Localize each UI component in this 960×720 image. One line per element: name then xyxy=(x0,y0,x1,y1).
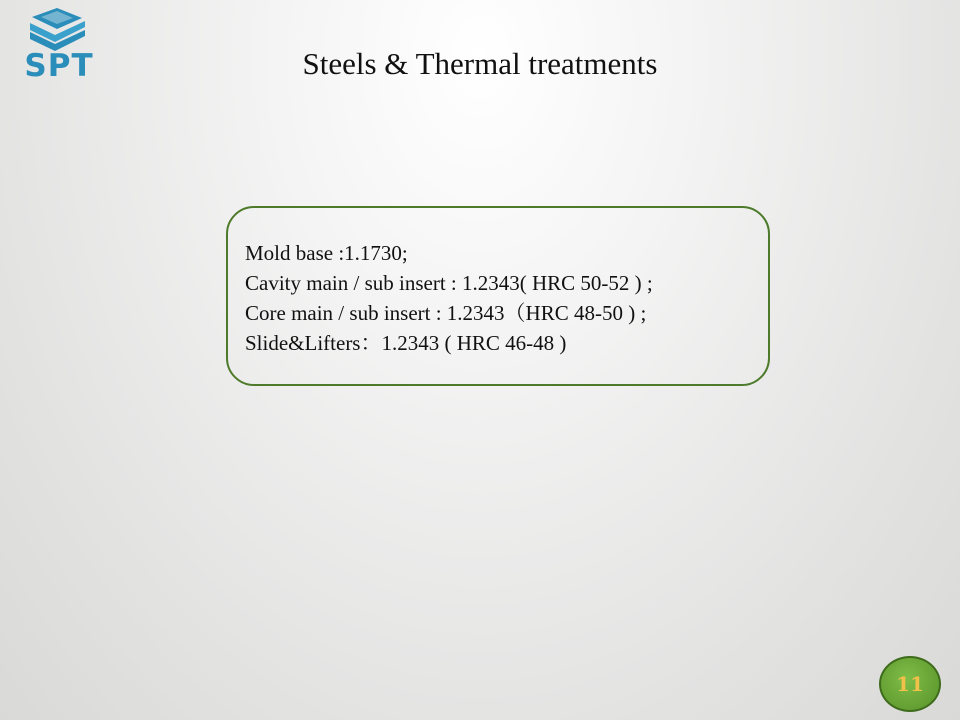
spec-line-slide-lifters: Slide&Lifters：1.2343 ( HRC 46-48 ) xyxy=(245,331,567,355)
slide-title: Steels & Thermal treatments xyxy=(302,46,658,81)
spec-line-cavity: Cavity main / sub insert : 1.2343( HRC 50-52 ) ; xyxy=(245,271,653,295)
spec-line-core: Core main / sub insert : 1.2343（HRC 48-50 ) ; xyxy=(245,301,647,325)
spt-logo xyxy=(10,8,106,82)
page-number: 11 xyxy=(896,672,924,696)
page-number-badge xyxy=(879,656,941,712)
spec-line-mold-base: Mold base :1.1730; xyxy=(245,241,408,265)
logo-text: SPT xyxy=(24,48,94,84)
steel-spec-box xyxy=(226,206,770,386)
